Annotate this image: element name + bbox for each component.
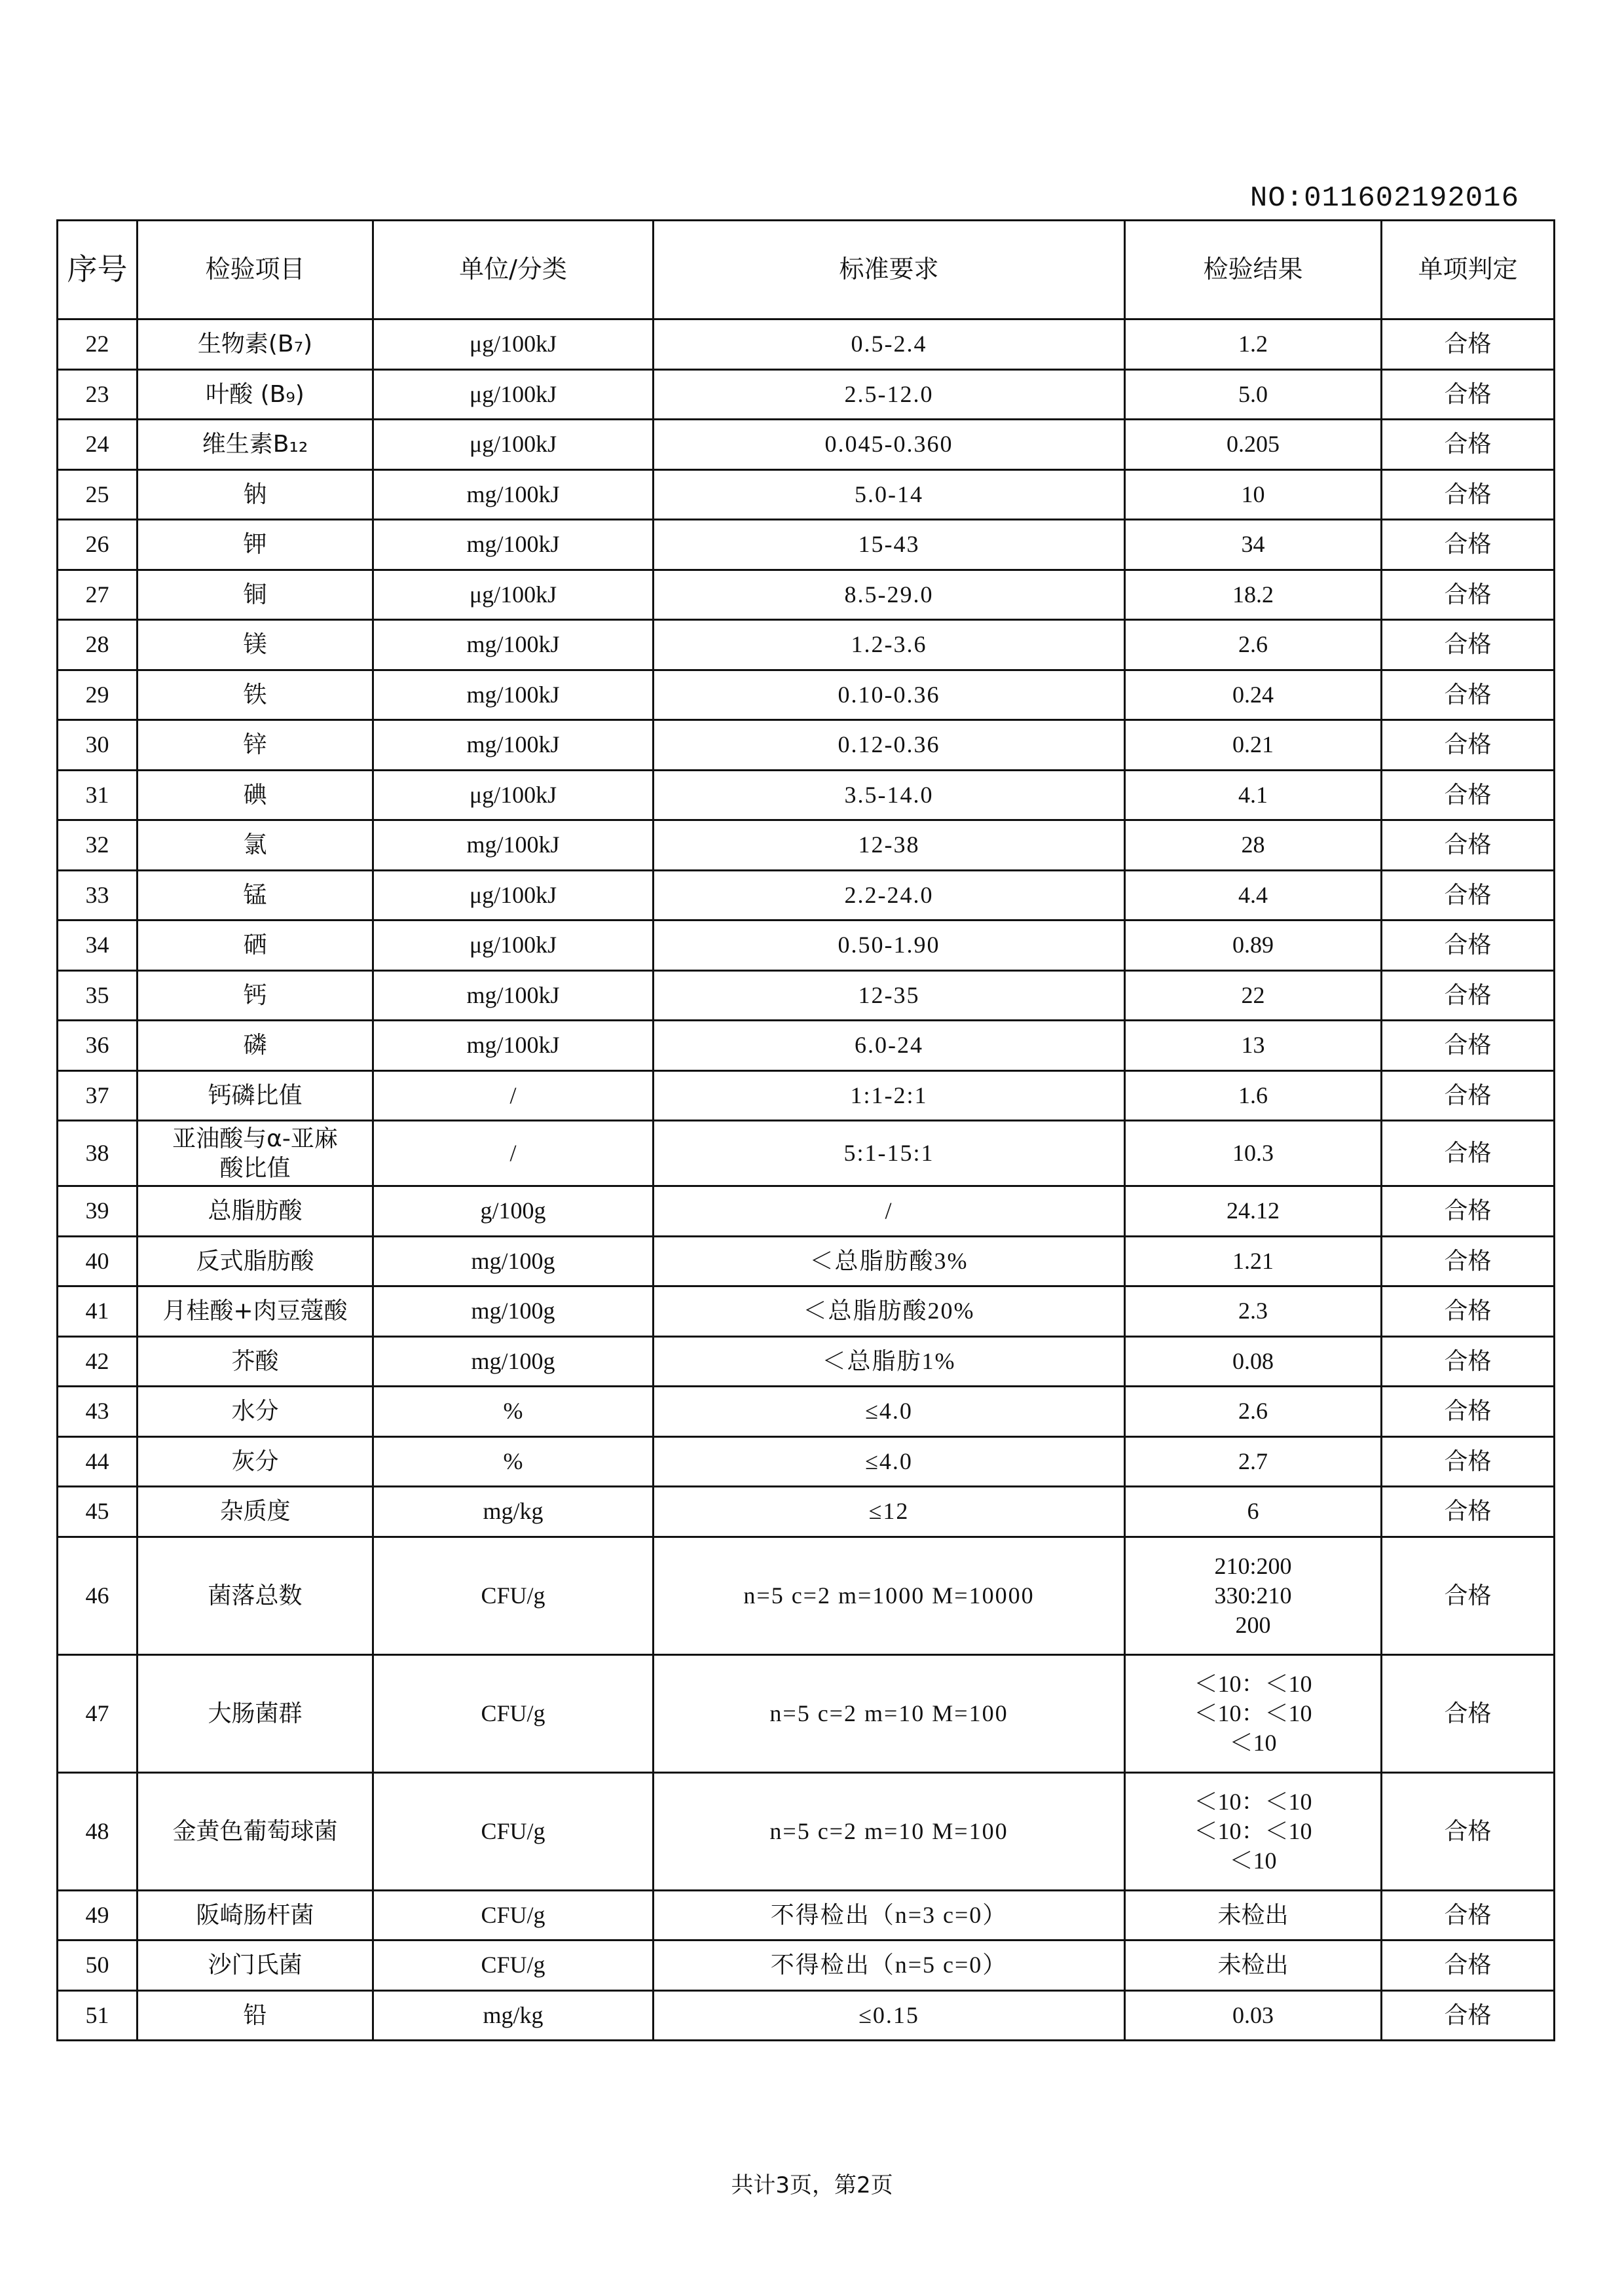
unit: % bbox=[373, 1436, 654, 1487]
standard-requirement: ≤4.0 bbox=[654, 1387, 1125, 1437]
table-row bbox=[58, 1990, 1555, 2041]
unit: μg/100kJ bbox=[373, 369, 654, 420]
judgement: 合格 bbox=[1382, 1387, 1555, 1437]
test-result: 1.6 bbox=[1125, 1070, 1382, 1121]
test-item: 碘 bbox=[138, 770, 373, 820]
unit: mg/100g bbox=[373, 1286, 654, 1337]
row-number: 23 bbox=[58, 369, 138, 420]
unit: mg/100kJ bbox=[373, 1021, 654, 1071]
unit: mg/100g bbox=[373, 1236, 654, 1286]
table-row bbox=[58, 319, 1555, 370]
test-result: 0.21 bbox=[1125, 720, 1382, 771]
unit: mg/kg bbox=[373, 1990, 654, 2041]
table-row bbox=[58, 1941, 1555, 1991]
standard-requirement: n=5 c=2 m=10 M=100 bbox=[654, 1654, 1125, 1772]
judgement: 合格 bbox=[1382, 1487, 1555, 1537]
test-result: 1.21 bbox=[1125, 1236, 1382, 1286]
table-row bbox=[58, 620, 1555, 670]
judgement: 合格 bbox=[1382, 469, 1555, 520]
judgement: 合格 bbox=[1382, 770, 1555, 820]
table-row bbox=[58, 1654, 1555, 1772]
table-row bbox=[58, 520, 1555, 570]
table-row bbox=[58, 1286, 1555, 1337]
standard-requirement: 6.0-24 bbox=[654, 1021, 1125, 1071]
test-result: 22 bbox=[1125, 970, 1382, 1021]
table-row bbox=[58, 1890, 1555, 1941]
test-result: 4.1 bbox=[1125, 770, 1382, 820]
standard-requirement: 不得检出（n=3 c=0） bbox=[654, 1890, 1125, 1941]
test-item: 铁 bbox=[138, 670, 373, 720]
test-item: 钠 bbox=[138, 469, 373, 520]
table-body bbox=[58, 319, 1555, 2041]
test-item: 铜 bbox=[138, 570, 373, 620]
judgement: 合格 bbox=[1382, 1990, 1555, 2041]
standard-requirement: 2.2-24.0 bbox=[654, 870, 1125, 920]
test-item: 硒 bbox=[138, 920, 373, 971]
unit: mg/100kJ bbox=[373, 820, 654, 871]
table-row bbox=[58, 1070, 1555, 1121]
test-result: 24.12 bbox=[1125, 1186, 1382, 1237]
test-item: 磷 bbox=[138, 1021, 373, 1071]
test-result: 0.24 bbox=[1125, 670, 1382, 720]
row-number: 40 bbox=[58, 1236, 138, 1286]
unit: mg/100g bbox=[373, 1336, 654, 1387]
judgement: 合格 bbox=[1382, 670, 1555, 720]
table-row bbox=[58, 1121, 1555, 1186]
standard-requirement: 12-35 bbox=[654, 970, 1125, 1021]
row-number: 31 bbox=[58, 770, 138, 820]
test-item: 亚油酸与α-亚麻 酸比值 bbox=[138, 1121, 373, 1186]
standard-requirement: 8.5-29.0 bbox=[654, 570, 1125, 620]
test-item: 生物素(B₇) bbox=[138, 319, 373, 370]
unit: μg/100kJ bbox=[373, 570, 654, 620]
standard-requirement: 不得检出（n=5 c=0） bbox=[654, 1941, 1125, 1991]
unit: mg/100kJ bbox=[373, 670, 654, 720]
standard-requirement: ＜总脂肪酸20% bbox=[654, 1286, 1125, 1337]
standard-requirement: ＜总脂肪1% bbox=[654, 1336, 1125, 1387]
judgement: 合格 bbox=[1382, 1121, 1555, 1186]
test-result: 0.08 bbox=[1125, 1336, 1382, 1387]
unit: mg/100kJ bbox=[373, 720, 654, 771]
test-result: 0.205 bbox=[1125, 420, 1382, 470]
test-item: 叶酸 (B₉) bbox=[138, 369, 373, 420]
row-number: 49 bbox=[58, 1890, 138, 1941]
row-number: 24 bbox=[58, 420, 138, 470]
header-no: 序号 bbox=[58, 221, 138, 319]
standard-requirement: 0.045-0.360 bbox=[654, 420, 1125, 470]
table-row bbox=[58, 469, 1555, 520]
row-number: 35 bbox=[58, 970, 138, 1021]
table-row bbox=[58, 970, 1555, 1021]
test-item: 钙磷比值 bbox=[138, 1070, 373, 1121]
row-number: 27 bbox=[58, 570, 138, 620]
judgement: 合格 bbox=[1382, 1070, 1555, 1121]
unit: g/100g bbox=[373, 1186, 654, 1237]
test-item: 阪崎肠杆菌 bbox=[138, 1890, 373, 1941]
header-unit: 单位/分类 bbox=[373, 221, 654, 319]
standard-requirement: 0.50-1.90 bbox=[654, 920, 1125, 971]
test-result: 6 bbox=[1125, 1487, 1382, 1537]
judgement: 合格 bbox=[1382, 570, 1555, 620]
row-number: 48 bbox=[58, 1772, 138, 1890]
test-result: 4.4 bbox=[1125, 870, 1382, 920]
table-row bbox=[58, 1436, 1555, 1487]
test-item: 杂质度 bbox=[138, 1487, 373, 1537]
standard-requirement: 0.10-0.36 bbox=[654, 670, 1125, 720]
test-result: ＜10：＜10 ＜10：＜10 ＜10 bbox=[1125, 1772, 1382, 1890]
test-item: 金黄色葡萄球菌 bbox=[138, 1772, 373, 1890]
standard-requirement: n=5 c=2 m=10 M=100 bbox=[654, 1772, 1125, 1890]
row-number: 30 bbox=[58, 720, 138, 771]
test-item: 维生素B₁₂ bbox=[138, 420, 373, 470]
row-number: 36 bbox=[58, 1021, 138, 1071]
judgement: 合格 bbox=[1382, 319, 1555, 370]
judgement: 合格 bbox=[1382, 870, 1555, 920]
table-row bbox=[58, 1186, 1555, 1237]
judgement: 合格 bbox=[1382, 1236, 1555, 1286]
test-item: 水分 bbox=[138, 1387, 373, 1437]
unit: mg/100kJ bbox=[373, 520, 654, 570]
table-header-row bbox=[58, 221, 1555, 319]
row-number: 41 bbox=[58, 1286, 138, 1337]
unit: CFU/g bbox=[373, 1654, 654, 1772]
standard-requirement: 15-43 bbox=[654, 520, 1125, 570]
test-item: 镁 bbox=[138, 620, 373, 670]
table-row bbox=[58, 820, 1555, 871]
test-result: 10 bbox=[1125, 469, 1382, 520]
unit: / bbox=[373, 1121, 654, 1186]
row-number: 34 bbox=[58, 920, 138, 971]
table-row bbox=[58, 720, 1555, 771]
unit: % bbox=[373, 1387, 654, 1437]
row-number: 39 bbox=[58, 1186, 138, 1237]
unit: μg/100kJ bbox=[373, 319, 654, 370]
table-row bbox=[58, 1021, 1555, 1071]
test-result: 0.03 bbox=[1125, 1990, 1382, 2041]
table-row bbox=[58, 1336, 1555, 1387]
table-row bbox=[58, 770, 1555, 820]
standard-requirement: ≤12 bbox=[654, 1487, 1125, 1537]
test-result: 210:200 330:210 200 bbox=[1125, 1537, 1382, 1654]
row-number: 47 bbox=[58, 1654, 138, 1772]
header-judgement: 单项判定 bbox=[1382, 221, 1555, 319]
judgement: 合格 bbox=[1382, 1186, 1555, 1237]
test-item: 沙门氏菌 bbox=[138, 1941, 373, 1991]
unit: mg/100kJ bbox=[373, 970, 654, 1021]
header-result: 检验结果 bbox=[1125, 221, 1382, 319]
table-row bbox=[58, 570, 1555, 620]
test-item: 总脂肪酸 bbox=[138, 1186, 373, 1237]
row-number: 28 bbox=[58, 620, 138, 670]
judgement: 合格 bbox=[1382, 1021, 1555, 1071]
test-item: 月桂酸+肉豆蔻酸 bbox=[138, 1286, 373, 1337]
judgement: 合格 bbox=[1382, 420, 1555, 470]
test-result: 2.7 bbox=[1125, 1436, 1382, 1487]
unit: CFU/g bbox=[373, 1941, 654, 1991]
row-number: 51 bbox=[58, 1990, 138, 2041]
standard-requirement: 1:1-2:1 bbox=[654, 1070, 1125, 1121]
standard-requirement: 2.5-12.0 bbox=[654, 369, 1125, 420]
judgement: 合格 bbox=[1382, 1537, 1555, 1654]
row-number: 37 bbox=[58, 1070, 138, 1121]
test-result: 13 bbox=[1125, 1021, 1382, 1071]
test-result: 10.3 bbox=[1125, 1121, 1382, 1186]
standard-requirement: ≤0.15 bbox=[654, 1990, 1125, 2041]
row-number: 50 bbox=[58, 1941, 138, 1991]
test-item: 菌落总数 bbox=[138, 1537, 373, 1654]
standard-requirement: n=5 c=2 m=1000 M=10000 bbox=[654, 1537, 1125, 1654]
standard-requirement: 12-38 bbox=[654, 820, 1125, 871]
row-number: 43 bbox=[58, 1387, 138, 1437]
test-item: 灰分 bbox=[138, 1436, 373, 1487]
standard-requirement: / bbox=[654, 1186, 1125, 1237]
test-item: 锌 bbox=[138, 720, 373, 771]
test-result: 2.6 bbox=[1125, 620, 1382, 670]
unit: μg/100kJ bbox=[373, 770, 654, 820]
test-result: 未检出 bbox=[1125, 1941, 1382, 1991]
header-item: 检验项目 bbox=[138, 221, 373, 319]
test-result: 28 bbox=[1125, 820, 1382, 871]
unit: CFU/g bbox=[373, 1537, 654, 1654]
table-row bbox=[58, 670, 1555, 720]
unit: mg/100kJ bbox=[373, 620, 654, 670]
test-item: 芥酸 bbox=[138, 1336, 373, 1387]
judgement: 合格 bbox=[1382, 1436, 1555, 1487]
test-result: ＜10：＜10 ＜10：＜10 ＜10 bbox=[1125, 1654, 1382, 1772]
unit: / bbox=[373, 1070, 654, 1121]
judgement: 合格 bbox=[1382, 1890, 1555, 1941]
standard-requirement: 5.0-14 bbox=[654, 469, 1125, 520]
judgement: 合格 bbox=[1382, 620, 1555, 670]
row-number: 25 bbox=[58, 469, 138, 520]
test-result: 0.89 bbox=[1125, 920, 1382, 971]
row-number: 26 bbox=[58, 520, 138, 570]
table-row bbox=[58, 1387, 1555, 1437]
standard-requirement: 0.5-2.4 bbox=[654, 319, 1125, 370]
unit: μg/100kJ bbox=[373, 420, 654, 470]
test-result: 5.0 bbox=[1125, 369, 1382, 420]
judgement: 合格 bbox=[1382, 970, 1555, 1021]
table-row bbox=[58, 1772, 1555, 1890]
inspection-table bbox=[56, 219, 1555, 2041]
table-row bbox=[58, 420, 1555, 470]
judgement: 合格 bbox=[1382, 920, 1555, 971]
page-footer: 共计3页，第2页 bbox=[731, 2172, 893, 2198]
unit: μg/100kJ bbox=[373, 870, 654, 920]
table-row bbox=[58, 870, 1555, 920]
standard-requirement: 5:1-15:1 bbox=[654, 1121, 1125, 1186]
judgement: 合格 bbox=[1382, 520, 1555, 570]
test-item: 大肠菌群 bbox=[138, 1654, 373, 1772]
test-item: 锰 bbox=[138, 870, 373, 920]
judgement: 合格 bbox=[1382, 820, 1555, 871]
judgement: 合格 bbox=[1382, 1941, 1555, 1991]
judgement: 合格 bbox=[1382, 1654, 1555, 1772]
standard-requirement: 1.2-3.6 bbox=[654, 620, 1125, 670]
standard-requirement: ≤4.0 bbox=[654, 1436, 1125, 1487]
test-item: 氯 bbox=[138, 820, 373, 871]
judgement: 合格 bbox=[1382, 1336, 1555, 1387]
test-item: 钙 bbox=[138, 970, 373, 1021]
row-number: 46 bbox=[58, 1537, 138, 1654]
standard-requirement: ＜总脂肪酸3% bbox=[654, 1236, 1125, 1286]
row-number: 32 bbox=[58, 820, 138, 871]
test-item: 铅 bbox=[138, 1990, 373, 2041]
unit: CFU/g bbox=[373, 1890, 654, 1941]
unit: μg/100kJ bbox=[373, 920, 654, 971]
standard-requirement: 3.5-14.0 bbox=[654, 770, 1125, 820]
table-row bbox=[58, 1537, 1555, 1654]
row-number: 45 bbox=[58, 1487, 138, 1537]
table-row bbox=[58, 1236, 1555, 1286]
test-item: 钾 bbox=[138, 520, 373, 570]
standard-requirement: 0.12-0.36 bbox=[654, 720, 1125, 771]
row-number: 38 bbox=[58, 1121, 138, 1186]
table-row bbox=[58, 1487, 1555, 1537]
test-result: 1.2 bbox=[1125, 319, 1382, 370]
row-number: 42 bbox=[58, 1336, 138, 1387]
test-result: 未检出 bbox=[1125, 1890, 1382, 1941]
row-number: 22 bbox=[58, 319, 138, 370]
test-result: 2.3 bbox=[1125, 1286, 1382, 1337]
judgement: 合格 bbox=[1382, 1286, 1555, 1337]
judgement: 合格 bbox=[1382, 720, 1555, 771]
unit: CFU/g bbox=[373, 1772, 654, 1890]
row-number: 44 bbox=[58, 1436, 138, 1487]
test-result: 18.2 bbox=[1125, 570, 1382, 620]
unit: mg/100kJ bbox=[373, 469, 654, 520]
row-number: 33 bbox=[58, 870, 138, 920]
table-row bbox=[58, 920, 1555, 971]
test-result: 2.6 bbox=[1125, 1387, 1382, 1437]
test-item: 反式脂肪酸 bbox=[138, 1236, 373, 1286]
header-standard: 标准要求 bbox=[654, 221, 1125, 319]
row-number: 29 bbox=[58, 670, 138, 720]
document-number: NO:011602192016 bbox=[1249, 182, 1519, 215]
judgement: 合格 bbox=[1382, 369, 1555, 420]
table-row bbox=[58, 369, 1555, 420]
unit: mg/kg bbox=[373, 1487, 654, 1537]
test-result: 34 bbox=[1125, 520, 1382, 570]
judgement: 合格 bbox=[1382, 1772, 1555, 1890]
